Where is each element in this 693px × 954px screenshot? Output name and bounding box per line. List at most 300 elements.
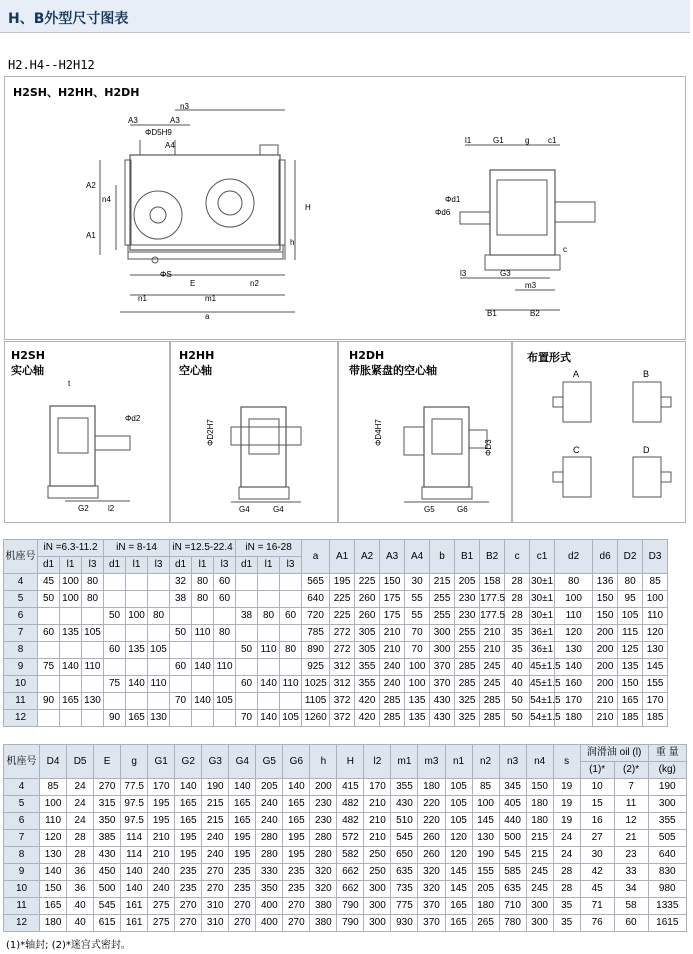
- table-cell: 345: [499, 779, 526, 796]
- dim-a4: A4: [165, 141, 175, 150]
- table-cell: 140: [60, 659, 82, 676]
- table-cell: 100: [126, 608, 148, 625]
- table-row: [4, 915, 687, 932]
- table-cell: 110: [555, 608, 593, 625]
- col-g6: G6: [283, 745, 310, 779]
- table-cell: 150: [593, 591, 618, 608]
- table-cell: 115: [618, 625, 643, 642]
- table-cell: [258, 574, 280, 591]
- table-row: [4, 625, 693, 642]
- dim-l1: l1: [465, 136, 472, 145]
- table-cell: 140: [126, 676, 148, 693]
- table-cell: 265: [472, 915, 499, 932]
- table-cell: 210: [380, 642, 405, 659]
- table-cell: 50: [236, 642, 258, 659]
- table-cell: 300: [364, 881, 391, 898]
- table-row: [4, 642, 693, 659]
- weight-header: 重 量: [648, 745, 686, 762]
- table-cell: [236, 591, 258, 608]
- col-d5: D5: [67, 745, 94, 779]
- table-cell: 370: [418, 915, 445, 932]
- table-cell: 300: [430, 625, 455, 642]
- oil-1-cell: 76: [580, 915, 614, 932]
- table-cell: [60, 608, 82, 625]
- col-d4: D4: [40, 745, 67, 779]
- table-cell: 24: [553, 847, 580, 864]
- oil-1-cell: 10: [580, 779, 614, 796]
- dim-m1: m1: [205, 294, 217, 303]
- table-cell: [280, 693, 302, 710]
- dim-g4-left: G4: [239, 505, 250, 514]
- arrangement-title: 布置形式: [527, 351, 571, 364]
- table-cell: 355: [355, 659, 380, 676]
- table-cell: 135: [405, 693, 430, 710]
- table-cell: 30: [405, 574, 430, 591]
- table-cell: 240: [256, 796, 283, 813]
- col-a: a: [302, 540, 330, 574]
- table-cell: 36±1: [530, 625, 555, 642]
- table-cell: 170: [643, 693, 668, 710]
- dim-g1: G1: [493, 136, 504, 145]
- table-cell: 215: [430, 574, 455, 591]
- table-cell: 50: [104, 608, 126, 625]
- table-cell: 420: [355, 693, 380, 710]
- row-label: 5: [4, 591, 38, 608]
- table-cell: 450: [94, 864, 121, 881]
- table-cell: 500: [499, 830, 526, 847]
- arrangement-drawing: [533, 367, 683, 517]
- table-cell: 110: [192, 625, 214, 642]
- table-cell: 235: [229, 881, 256, 898]
- arrangement-d: D: [643, 445, 650, 455]
- table-cell: 85: [472, 779, 499, 796]
- table-cell: 90: [38, 693, 60, 710]
- row-label: 10: [4, 881, 40, 898]
- col-e: E: [94, 745, 121, 779]
- table-cell: 225: [355, 574, 380, 591]
- table-cell: 260: [355, 591, 380, 608]
- table-cell: 140: [40, 864, 67, 881]
- table-cell: 260: [418, 830, 445, 847]
- col-dd2: D2: [618, 540, 643, 574]
- table-cell: 110: [148, 676, 170, 693]
- table-cell: 60: [280, 608, 302, 625]
- sub-l1: l1: [60, 557, 82, 574]
- table-cell: 662: [337, 864, 364, 881]
- col-d2: d2: [555, 540, 593, 574]
- table-cell: 255: [455, 625, 480, 642]
- table-cell: 165: [60, 693, 82, 710]
- col-s: s: [553, 745, 580, 779]
- variant-code-h2dh: H2DH: [349, 349, 385, 362]
- table-cell: 165: [445, 915, 472, 932]
- table-cell: [104, 659, 126, 676]
- weight-cell: 1335: [648, 898, 686, 915]
- table-cell: 205: [472, 881, 499, 898]
- table-cell: 200: [593, 659, 618, 676]
- table-cell: [170, 710, 192, 727]
- col-n3: n3: [499, 745, 526, 779]
- col-d6: d6: [593, 540, 618, 574]
- table-cell: 320: [418, 864, 445, 881]
- table-cell: 215: [202, 813, 229, 830]
- oil-2-cell: 11: [614, 796, 648, 813]
- table-cell: [148, 625, 170, 642]
- table-cell: 85: [643, 574, 668, 591]
- oil-2-cell: 33: [614, 864, 648, 881]
- table-cell: 270: [283, 915, 310, 932]
- table-cell: 280: [256, 847, 283, 864]
- sub-d1: d1: [38, 557, 60, 574]
- table-cell: 300: [364, 915, 391, 932]
- table-cell: 195: [148, 796, 175, 813]
- table-cell: 305: [355, 642, 380, 659]
- table-cell: [38, 676, 60, 693]
- table-cell: 372: [330, 693, 355, 710]
- table-cell: 150: [593, 608, 618, 625]
- col-c: c: [505, 540, 530, 574]
- dim-d4h7: ΦD4H7: [374, 419, 383, 446]
- table-cell: 158: [480, 574, 505, 591]
- table-cell: 125: [618, 642, 643, 659]
- table-cell: [280, 625, 302, 642]
- table-cell: 180: [526, 813, 553, 830]
- sub-l1: l1: [258, 557, 280, 574]
- table-cell: 135: [126, 642, 148, 659]
- table-cell: [214, 642, 236, 659]
- table-cell: 35: [505, 642, 530, 659]
- table-cell: 230: [310, 796, 337, 813]
- oil-header: 润滑油 oil (l): [580, 745, 648, 762]
- col-g1: G1: [148, 745, 175, 779]
- table-cell: 54±1.5: [530, 693, 555, 710]
- variant-code-h2sh: H2SH: [11, 349, 45, 362]
- table-cell: 215: [202, 796, 229, 813]
- dim-d5h9: ΦD5H9: [145, 128, 172, 137]
- sub-l3: l3: [280, 557, 302, 574]
- h2hh-drawing: [201, 382, 321, 522]
- table-cell: 80: [192, 574, 214, 591]
- table-cell: 235: [283, 864, 310, 881]
- table-cell: 185: [643, 710, 668, 727]
- table-cell: 285: [380, 710, 405, 727]
- table-cell: 215: [526, 830, 553, 847]
- table-cell: 160: [555, 676, 593, 693]
- table-cell: 120: [445, 847, 472, 864]
- table-cell: 60: [214, 574, 236, 591]
- table-cell: 650: [391, 847, 418, 864]
- table-cell: 180: [526, 796, 553, 813]
- table-cell: 635: [391, 864, 418, 881]
- table-cell: 105: [148, 642, 170, 659]
- table-cell: 80: [214, 625, 236, 642]
- table-cell: 145: [643, 659, 668, 676]
- table-cell: 440: [499, 813, 526, 830]
- weight-cell: 1615: [648, 915, 686, 932]
- table-cell: 110: [82, 659, 104, 676]
- dim-d2h7: ΦD2H7: [206, 419, 215, 446]
- table-cell: 275: [148, 898, 175, 915]
- table-cell: 245: [480, 659, 505, 676]
- table-cell: 60: [236, 676, 258, 693]
- table-cell: 790: [337, 915, 364, 932]
- table-cell: 270: [202, 881, 229, 898]
- table-cell: 55: [405, 608, 430, 625]
- table-cell: 140: [192, 693, 214, 710]
- table-cell: 300: [430, 642, 455, 659]
- table-cell: 380: [310, 898, 337, 915]
- table-cell: 40: [505, 659, 530, 676]
- row-label: 7: [4, 625, 38, 642]
- table-cell: 150: [526, 779, 553, 796]
- table-cell: 270: [283, 898, 310, 915]
- table-cell: 195: [175, 830, 202, 847]
- dim-c1: c1: [548, 136, 557, 145]
- row-label: 11: [4, 693, 38, 710]
- table-cell: [236, 693, 258, 710]
- dim-t: t: [68, 379, 71, 388]
- table-cell: 370: [430, 676, 455, 693]
- row-label: 9: [4, 659, 38, 676]
- table-cell: [148, 574, 170, 591]
- table-cell: 272: [330, 625, 355, 642]
- table-cell: 300: [526, 915, 553, 932]
- col-h: h: [310, 745, 337, 779]
- col-b2: B2: [480, 540, 505, 574]
- variant-panel-h2sh: [4, 341, 170, 523]
- weight-cell: 505: [648, 830, 686, 847]
- table-cell: 255: [430, 608, 455, 625]
- table-cell: 780: [499, 915, 526, 932]
- col-l2: l2: [364, 745, 391, 779]
- dim-a: a: [205, 312, 210, 321]
- table-cell: 165: [445, 898, 472, 915]
- col-c1: c1: [530, 540, 555, 574]
- col-a1: A1: [330, 540, 355, 574]
- table-cell: 300: [526, 898, 553, 915]
- table-cell: 100: [405, 676, 430, 693]
- table-cell: 35: [553, 898, 580, 915]
- dim-b2: B2: [530, 309, 540, 318]
- table-cell: 90: [104, 710, 126, 727]
- dim-d1: Φd1: [445, 195, 461, 204]
- table-cell: 45: [38, 574, 60, 591]
- sub-d1: d1: [104, 557, 126, 574]
- table-cell: 315: [94, 796, 121, 813]
- table-cell: 135: [405, 710, 430, 727]
- dim-d3: ΦD3: [484, 439, 493, 456]
- table-cell: 565: [302, 574, 330, 591]
- table-cell: 130: [643, 642, 668, 659]
- table-cell: 210: [364, 813, 391, 830]
- col-b1: B1: [455, 540, 480, 574]
- table-cell: 28: [553, 881, 580, 898]
- table-cell: 350: [256, 881, 283, 898]
- table-cell: 195: [330, 574, 355, 591]
- col-h: H: [337, 745, 364, 779]
- table-cell: 80: [192, 591, 214, 608]
- table-cell: 30±1: [530, 591, 555, 608]
- table-cell: 36: [67, 864, 94, 881]
- row-label: 7: [4, 830, 40, 847]
- table-cell: 355: [355, 676, 380, 693]
- table-cell: 430: [430, 710, 455, 727]
- table-cell: 235: [283, 881, 310, 898]
- table-cell: 19: [553, 779, 580, 796]
- table-cell: 170: [364, 779, 391, 796]
- table-cell: 320: [310, 881, 337, 898]
- table-cell: 270: [175, 915, 202, 932]
- table-cell: 80: [82, 591, 104, 608]
- table-cell: 210: [148, 847, 175, 864]
- table-cell: 320: [310, 864, 337, 881]
- dim-a2: A2: [86, 181, 96, 190]
- table-cell: 735: [391, 881, 418, 898]
- table-cell: 545: [94, 898, 121, 915]
- table-cell: 80: [280, 642, 302, 659]
- table-row: [4, 830, 687, 847]
- oil-2-cell: 12: [614, 813, 648, 830]
- ratio-group-2: iN = 8-14: [104, 540, 170, 557]
- table-cell: 210: [364, 796, 391, 813]
- table-cell: [236, 574, 258, 591]
- table-cell: 545: [391, 830, 418, 847]
- h2sh-drawing: [30, 376, 150, 516]
- ratio-group-1: iN =6.3-11.2: [38, 540, 104, 557]
- oil-sub-1: (1)*: [580, 762, 614, 779]
- table2-corner: 机座号: [4, 745, 40, 779]
- dim-b1: B1: [487, 309, 497, 318]
- table-cell: 195: [175, 847, 202, 864]
- col-a2: A2: [355, 540, 380, 574]
- table-cell: 585: [499, 864, 526, 881]
- dim-g2: G2: [78, 504, 89, 513]
- table-cell: 110: [643, 608, 668, 625]
- table-cell: 105: [214, 693, 236, 710]
- row-label: 12: [4, 710, 38, 727]
- table-cell: 235: [229, 864, 256, 881]
- table-cell: 245: [526, 881, 553, 898]
- col-a3: A3: [380, 540, 405, 574]
- table-cell: 77.5: [121, 779, 148, 796]
- table-cell: 54±1.5: [530, 710, 555, 727]
- table-cell: [170, 642, 192, 659]
- table-cell: [38, 642, 60, 659]
- dimension-table-2: [3, 744, 687, 932]
- table-cell: 19: [553, 796, 580, 813]
- col-g5: G5: [256, 745, 283, 779]
- table-cell: 105: [445, 796, 472, 813]
- table-cell: 582: [337, 847, 364, 864]
- table-cell: 420: [355, 710, 380, 727]
- table-cell: 285: [480, 693, 505, 710]
- table-cell: 510: [391, 813, 418, 830]
- table-cell: 36: [67, 881, 94, 898]
- table-cell: 114: [121, 830, 148, 847]
- table-cell: 120: [643, 625, 668, 642]
- table-cell: 150: [380, 574, 405, 591]
- table-cell: 100: [40, 796, 67, 813]
- table-cell: 177.5: [480, 608, 505, 625]
- arrangement-a: A: [573, 369, 580, 379]
- table-cell: 255: [455, 642, 480, 659]
- table-cell: 210: [364, 830, 391, 847]
- oil-1-cell: 16: [580, 813, 614, 830]
- table-cell: [104, 625, 126, 642]
- oil-1-cell: 45: [580, 881, 614, 898]
- table-cell: [214, 676, 236, 693]
- table-cell: [126, 693, 148, 710]
- dim-d2: Φd2: [125, 414, 141, 423]
- table-cell: [38, 608, 60, 625]
- sub-d1: d1: [170, 557, 192, 574]
- dim-s: ΦS: [160, 270, 172, 279]
- table-cell: 32: [170, 574, 192, 591]
- dim-l2: l2: [108, 504, 115, 513]
- dim-n1: n1: [138, 294, 147, 303]
- table-cell: [192, 608, 214, 625]
- col-m3: m3: [418, 745, 445, 779]
- table-cell: 100: [643, 591, 668, 608]
- table-cell: 110: [214, 659, 236, 676]
- table-cell: 925: [302, 659, 330, 676]
- table-cell: 35: [505, 625, 530, 642]
- table-cell: 305: [355, 625, 380, 642]
- sub-l1: l1: [126, 557, 148, 574]
- table-cell: 165: [229, 813, 256, 830]
- table-cell: 230: [455, 591, 480, 608]
- dim-g6: G6: [457, 505, 468, 514]
- table-cell: 130: [472, 830, 499, 847]
- table-cell: 165: [175, 813, 202, 830]
- dim-c: c: [563, 245, 567, 254]
- table-cell: 50: [505, 710, 530, 727]
- table-cell: 140: [192, 659, 214, 676]
- table-cell: [170, 608, 192, 625]
- table-cell: 180: [472, 898, 499, 915]
- col-m1: m1: [391, 745, 418, 779]
- table-cell: 1025: [302, 676, 330, 693]
- main-drawing-title: H2SH、H2HH、H2DH: [13, 86, 140, 99]
- table-cell: 28: [505, 574, 530, 591]
- col-g2: G2: [175, 745, 202, 779]
- arrangement-panel: [512, 341, 686, 523]
- table-cell: [104, 574, 126, 591]
- table-cell: 280: [310, 847, 337, 864]
- table-row: [4, 591, 693, 608]
- table-cell: [280, 659, 302, 676]
- table-cell: 135: [60, 625, 82, 642]
- table-cell: 165: [618, 693, 643, 710]
- table-cell: [192, 676, 214, 693]
- col-g3: G3: [202, 745, 229, 779]
- row-label: 10: [4, 676, 38, 693]
- table-row: [4, 659, 693, 676]
- table-row: [4, 864, 687, 881]
- dim-n4: n4: [102, 195, 111, 204]
- table-cell: 145: [445, 881, 472, 898]
- weight-cell: 190: [648, 779, 686, 796]
- table-cell: 250: [364, 847, 391, 864]
- table-cell: [104, 591, 126, 608]
- footnote: (1)*轴封; (2)*迷宫式密封。: [6, 940, 131, 951]
- table-cell: [258, 693, 280, 710]
- table-cell: 1105: [302, 693, 330, 710]
- table-cell: 245: [480, 676, 505, 693]
- table-cell: 210: [380, 625, 405, 642]
- table-cell: [60, 710, 82, 727]
- dim-h-lower: h: [290, 238, 295, 247]
